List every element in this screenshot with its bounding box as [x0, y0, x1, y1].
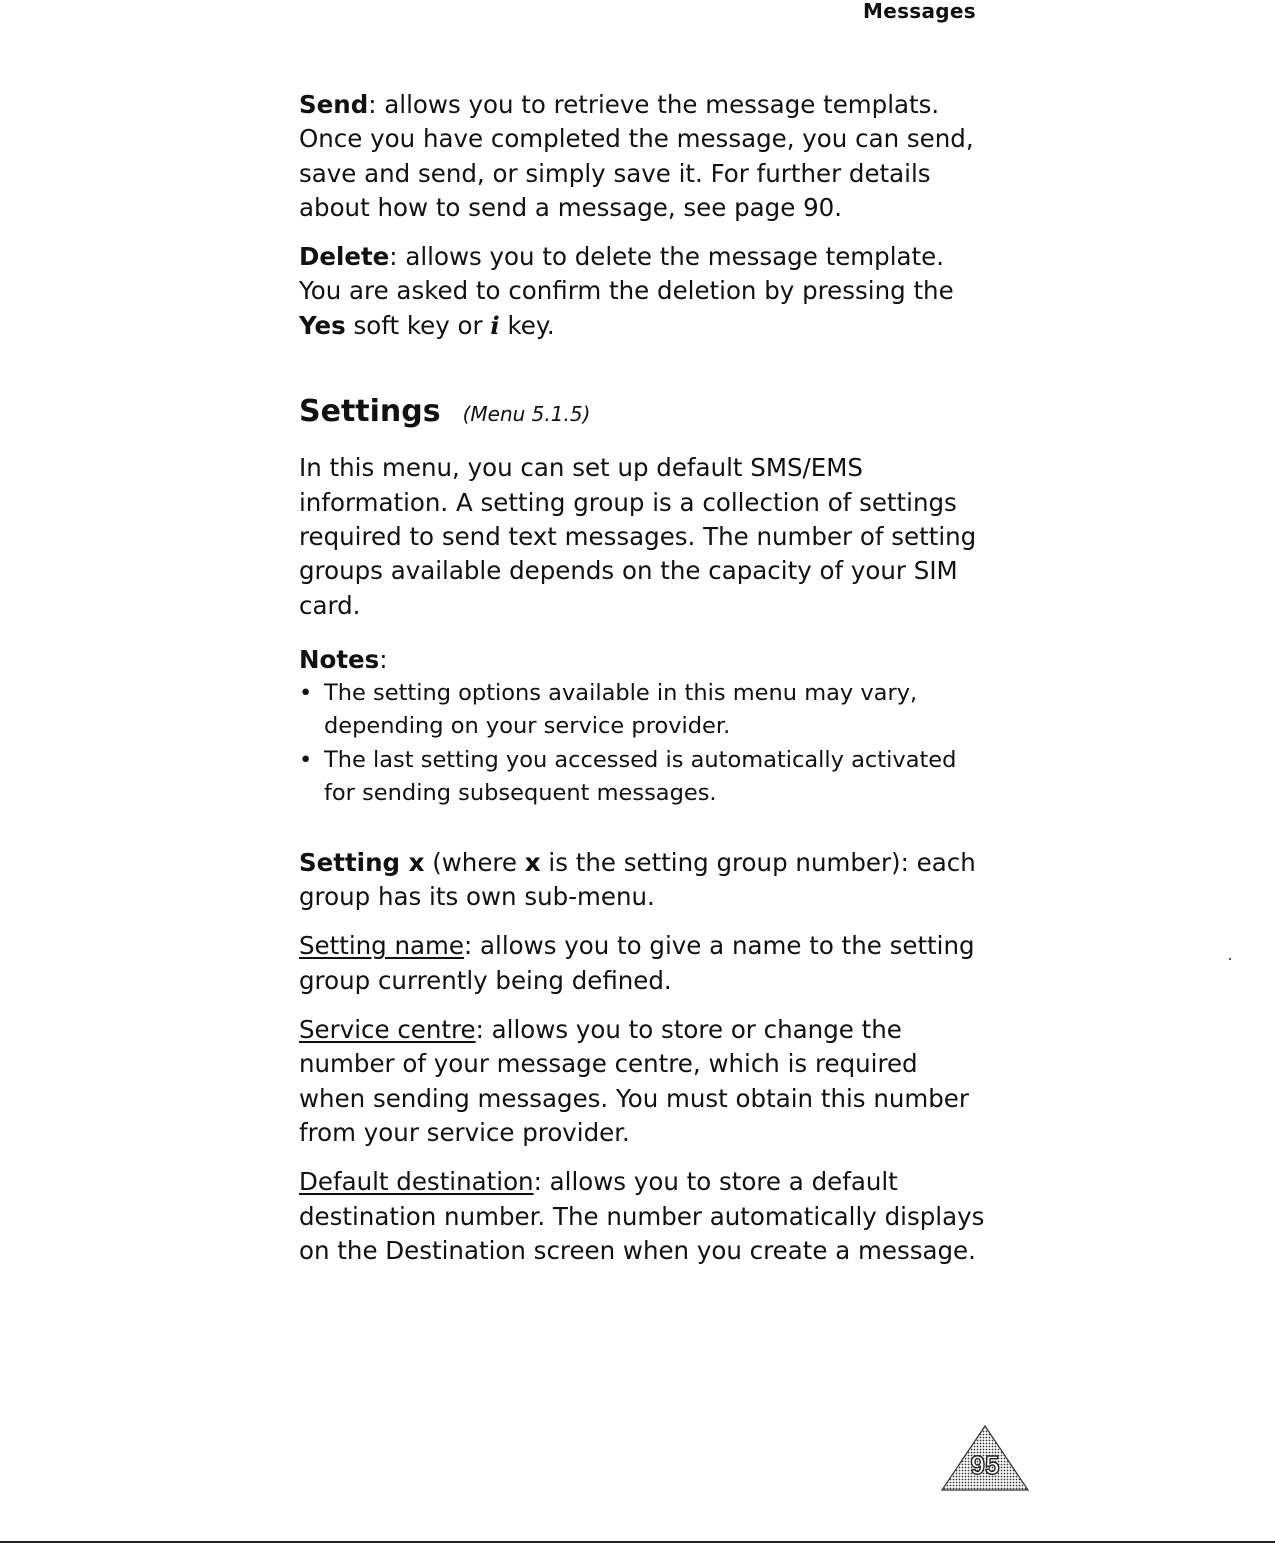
default-destination-term: Default destination [299, 1167, 534, 1197]
bullet-icon: • [299, 746, 313, 773]
page-number-badge [940, 1424, 1030, 1492]
running-header: Messages [863, 0, 976, 23]
delete-description-2: soft key or [345, 310, 491, 340]
setting-x-text-1: (where [424, 847, 525, 877]
default-destination-description: : allows you to store a default destination number. The number automatically displays on the Destination screen when you create a message. [299, 1167, 985, 1265]
settings-menu-ref: (Menu 5.1.5) [462, 402, 591, 427]
send-paragraph [299, 88, 989, 225]
note-item [299, 677, 989, 744]
setting-x-text-2: is the setting group number): each group has its own sub-menu. [299, 847, 976, 912]
pyramid-icon [940, 1424, 1030, 1492]
scan-speck [1229, 958, 1231, 960]
send-term: Send [299, 90, 369, 119]
settings-intro: In this menu, you can set up default SMS/EMS information. A setting group is a collection of settings required to send text messages. The number of setting groups available depends on the capacity of your SIM card. [299, 453, 977, 620]
note-text: The setting options available in this menu may vary, depending on your service provider. [324, 679, 918, 740]
note-text: The last setting you accessed is automatically activated for sending subsequent messages. [324, 746, 957, 807]
service-centre-term: Service centre [299, 1015, 476, 1045]
info-key-icon: i [490, 310, 500, 340]
setting-name-paragraph [299, 929, 989, 998]
setting-name-description: : allows you to give a name to the setting group currently being defined. [299, 931, 975, 995]
bullet-icon: • [299, 679, 313, 706]
notes-heading [299, 643, 989, 677]
notes-list [299, 677, 989, 811]
bottom-rule [0, 1541, 1275, 1543]
notes-colon: : [379, 644, 388, 674]
default-destination-paragraph [299, 1165, 989, 1268]
service-centre-description: : allows you to store or change the number of your message centre, which is required when sending messages. You must obtain this number from your service provider. [299, 1015, 969, 1147]
send-description: : allows you to retrieve the message templats. Once you have completed the message, you can send, save and send, or simply save it. For further details about how to send a message, see page 90. [299, 90, 974, 222]
settings-title: Settings [299, 394, 441, 430]
page-number: 95 [970, 1450, 1000, 1480]
delete-paragraph [299, 240, 989, 343]
service-centre-paragraph [299, 1013, 989, 1150]
page-body [299, 88, 989, 1268]
settings-heading [299, 395, 989, 431]
setting-x-term: Setting x [299, 847, 425, 877]
setting-x-paragraph [299, 846, 989, 915]
setting-x-var: x [524, 847, 541, 877]
delete-description-1: : allows you to delete the message template. You are asked to confirm the deletion by pressing the [299, 242, 954, 306]
yes-softkey-label: Yes [299, 310, 346, 340]
note-item [299, 744, 989, 811]
setting-name-term: Setting name [299, 931, 464, 961]
delete-description-3: key. [499, 310, 555, 340]
delete-term: Delete [299, 242, 390, 272]
notes-label: Notes [299, 644, 380, 674]
